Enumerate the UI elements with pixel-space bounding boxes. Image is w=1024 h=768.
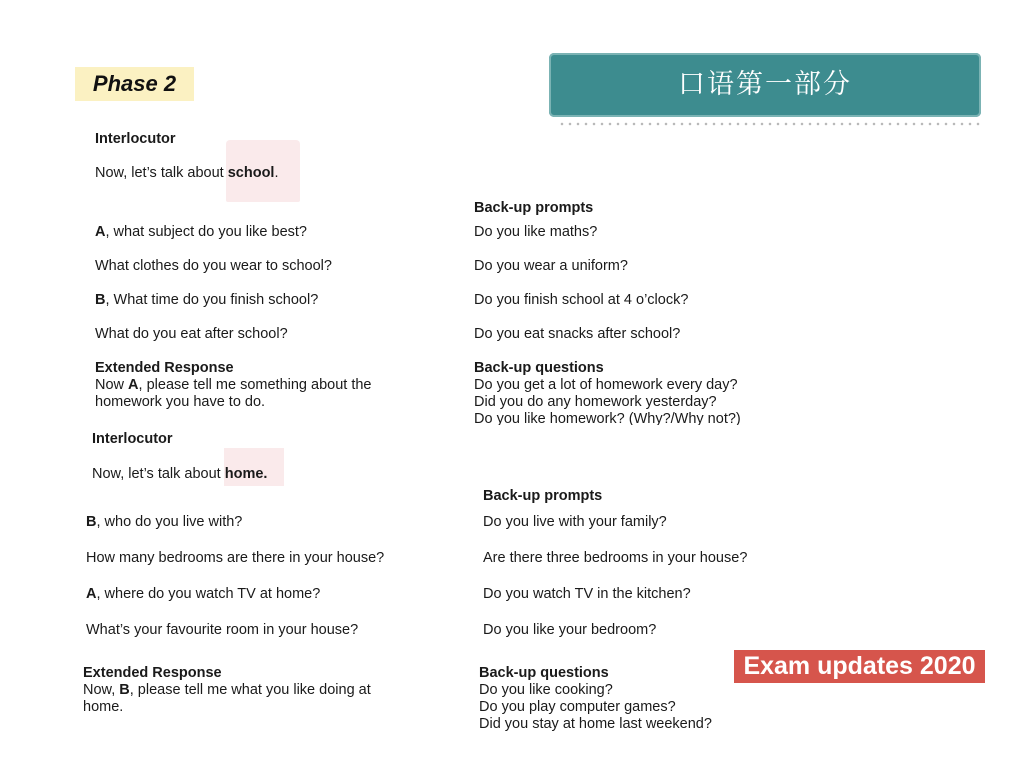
school-extended-response: Extended Response Now A, please tell me something about the homework you have to do.	[95, 360, 372, 410]
home-backup-questions-title: Back-up questions	[479, 665, 609, 681]
home-backup-question: Do you like cooking?	[479, 682, 613, 698]
school-backup-prompt: Do you wear a uniform?	[474, 258, 628, 274]
school-question: What clothes do you wear to school?	[95, 258, 332, 274]
home-backup-question: Do you play computer games?	[479, 699, 676, 715]
school-backup-question: Do you like homework? (Why?/Why not?)	[474, 411, 741, 425]
home-question: B, who do you live with?	[86, 514, 243, 530]
home-question: What’s your favourite room in your house?	[86, 622, 359, 638]
home-backup-questions	[479, 665, 712, 733]
school-interlocutor-label: Interlocutor	[95, 131, 176, 147]
home-question: How many bedrooms are there in your house?	[86, 550, 385, 566]
school-question: A, what subject do you like best?	[95, 224, 307, 240]
exam-updates-badge: Exam updates 2020	[734, 650, 985, 683]
home-topic: home.	[224, 466, 268, 482]
home-backup-prompt: Do you watch TV in the kitchen?	[483, 586, 691, 602]
school-backup-prompt: Do you like maths?	[474, 224, 598, 240]
school-backup-question: Do you get a lot of homework every day?	[474, 377, 738, 393]
school-topic: school	[227, 165, 275, 181]
dotted-divider	[558, 122, 980, 126]
school-question: B, What time do you finish school?	[95, 292, 319, 308]
home-extended-response: Extended Response Now, B, please tell me what you like doing at home.	[83, 665, 371, 715]
school-backup-prompt: Do you eat snacks after school?	[474, 326, 681, 342]
home-backup-prompt: Do you like your bedroom?	[483, 622, 657, 638]
home-extended-title: Extended Response	[83, 665, 222, 681]
section-banner: 口语第一部分	[549, 53, 981, 117]
home-backup-question: Did you stay at home last weekend?	[479, 716, 712, 732]
school-backup-questions	[474, 360, 741, 425]
home-backup-prompts-title: Back-up prompts	[483, 488, 603, 504]
home-backup-prompt: Are there three bedrooms in your house?	[483, 550, 748, 566]
home-interlocutor-label: Interlocutor	[92, 431, 173, 447]
school-intro: Now, let’s talk about school.	[95, 165, 279, 181]
home-question: A, where do you watch TV at home?	[86, 586, 321, 602]
school-question: What do you eat after school?	[95, 326, 288, 342]
phase-label: Phase 2	[75, 67, 194, 101]
school-extended-title: Extended Response	[95, 360, 234, 376]
school-backup-questions-title: Back-up questions	[474, 360, 604, 376]
school-backup-prompt: Do you finish school at 4 o’clock?	[474, 292, 689, 308]
school-backup-question: Did you do any homework yesterday?	[474, 394, 717, 410]
school-backup-prompts-title: Back-up prompts	[474, 200, 594, 216]
home-intro: Now, let’s talk about home.	[92, 466, 268, 482]
home-backup-prompt: Do you live with your family?	[483, 514, 667, 530]
